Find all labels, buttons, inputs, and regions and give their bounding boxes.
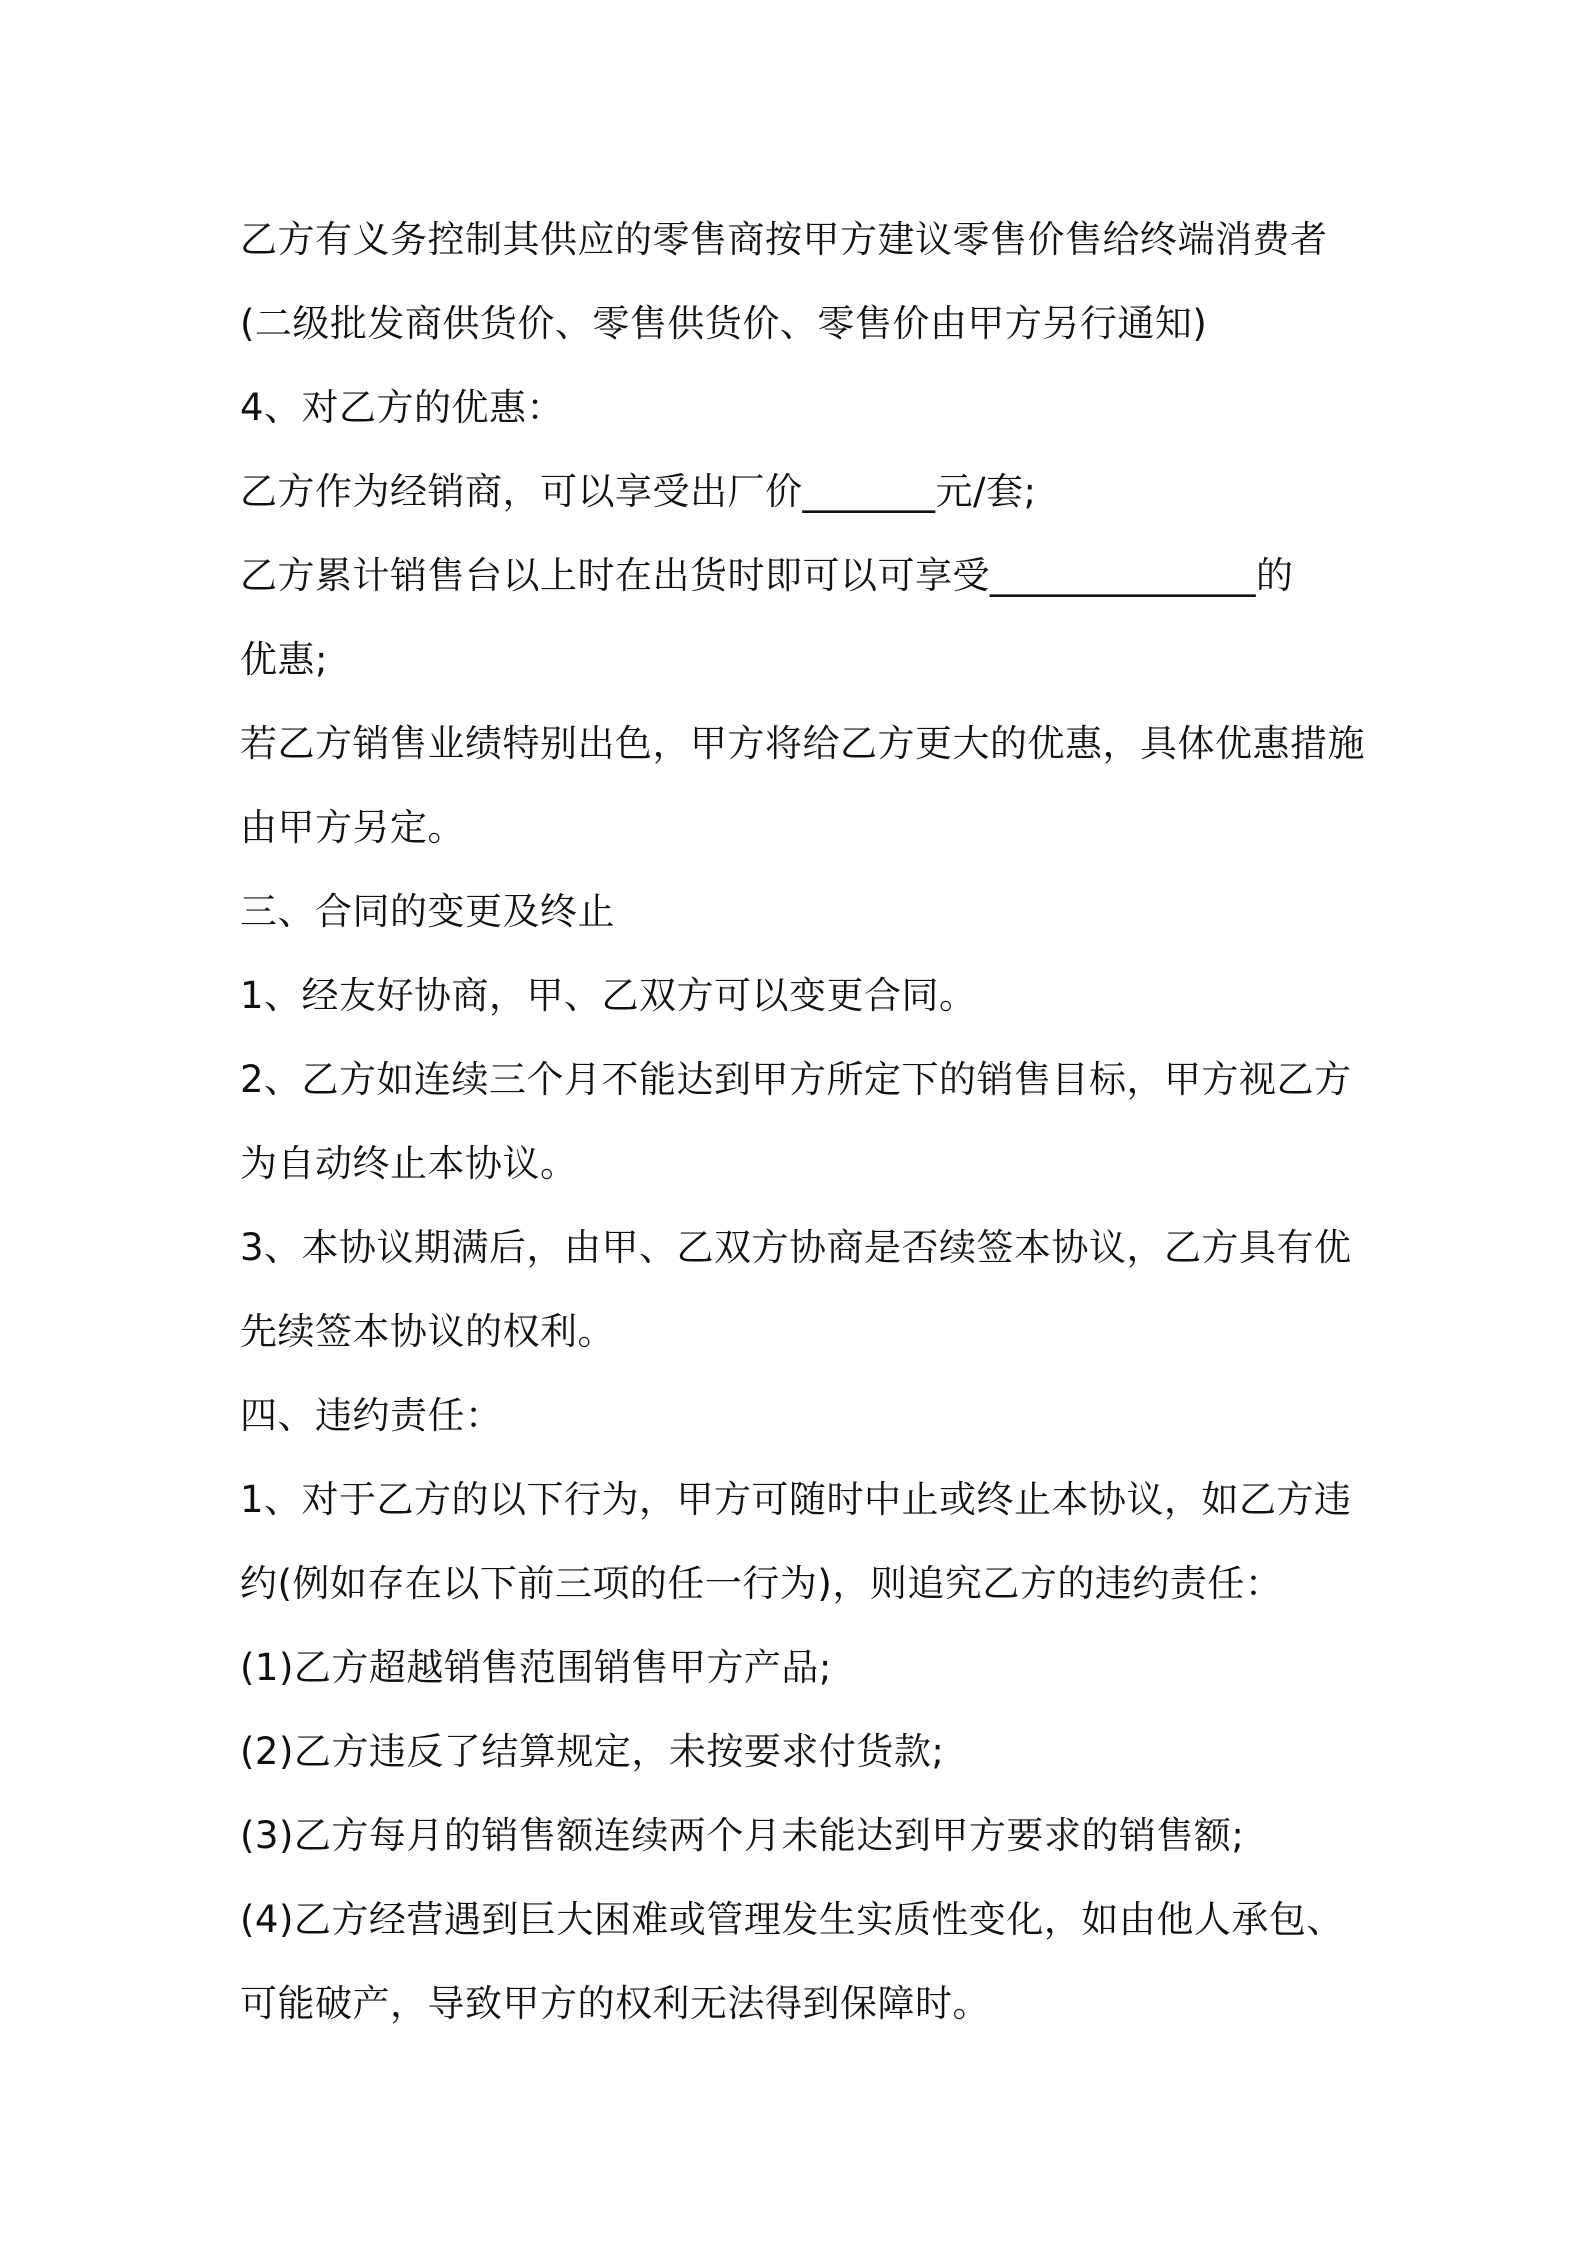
text-line: 若乙方销售业绩特别出色，甲方将给乙方更大的优惠，具体优惠措施 xyxy=(240,722,1365,765)
text-line: 约(例如存在以下前三项的任一行为)，则追究乙方的违约责任： xyxy=(240,1562,1283,1605)
text-line: 乙方作为经销商，可以享受出厂价_______元/套; xyxy=(240,470,1037,513)
text-line: 由甲方另定。 xyxy=(240,806,465,849)
text-line: 可能破产，导致甲方的权利无法得到保障时。 xyxy=(240,1982,990,2025)
section-heading: 三、合同的变更及终止 xyxy=(240,890,615,933)
text-line: (1)乙方超越销售范围销售甲方产品; xyxy=(240,1646,832,1689)
text-line: 3、本协议期满后，由甲、乙双方协商是否续签本协议，乙方具有优 xyxy=(240,1226,1352,1269)
text-line: (4)乙方经营遇到巨大困难或管理发生实质性变化，如由他人承包、 xyxy=(240,1898,1344,1941)
text-line: 先续签本协议的权利。 xyxy=(240,1310,615,1353)
text-line: 乙方有义务控制其供应的零售商按甲方建议零售价售给终端消费者 xyxy=(240,218,1328,261)
text-line: 优惠; xyxy=(240,638,328,681)
text-line: (2)乙方违反了结算规定，未按要求付货款; xyxy=(240,1730,945,1773)
section-heading: 四、违约责任： xyxy=(240,1394,503,1437)
text-line: 2、乙方如连续三个月不能达到甲方所定下的销售目标，甲方视乙方 xyxy=(240,1058,1352,1101)
text-line: (二级批发商供货价、零售供货价、零售价由甲方另行通知) xyxy=(240,302,1208,345)
text-line: 为自动终止本协议。 xyxy=(240,1142,578,1185)
document-body xyxy=(240,198,1365,2046)
text-line: 1、对于乙方的以下行为，甲方可随时中止或终止本协议，如乙方违 xyxy=(240,1478,1352,1521)
text-line: 乙方累计销售台以上时在出货时即可以可享受______________的 xyxy=(240,554,1294,597)
text-line: (3)乙方每月的销售额连续两个月未能达到甲方要求的销售额; xyxy=(240,1814,1245,1857)
text-line: 4、对乙方的优惠： xyxy=(240,386,565,429)
text-line: 1、经友好协商，甲、乙双方可以变更合同。 xyxy=(240,974,977,1017)
